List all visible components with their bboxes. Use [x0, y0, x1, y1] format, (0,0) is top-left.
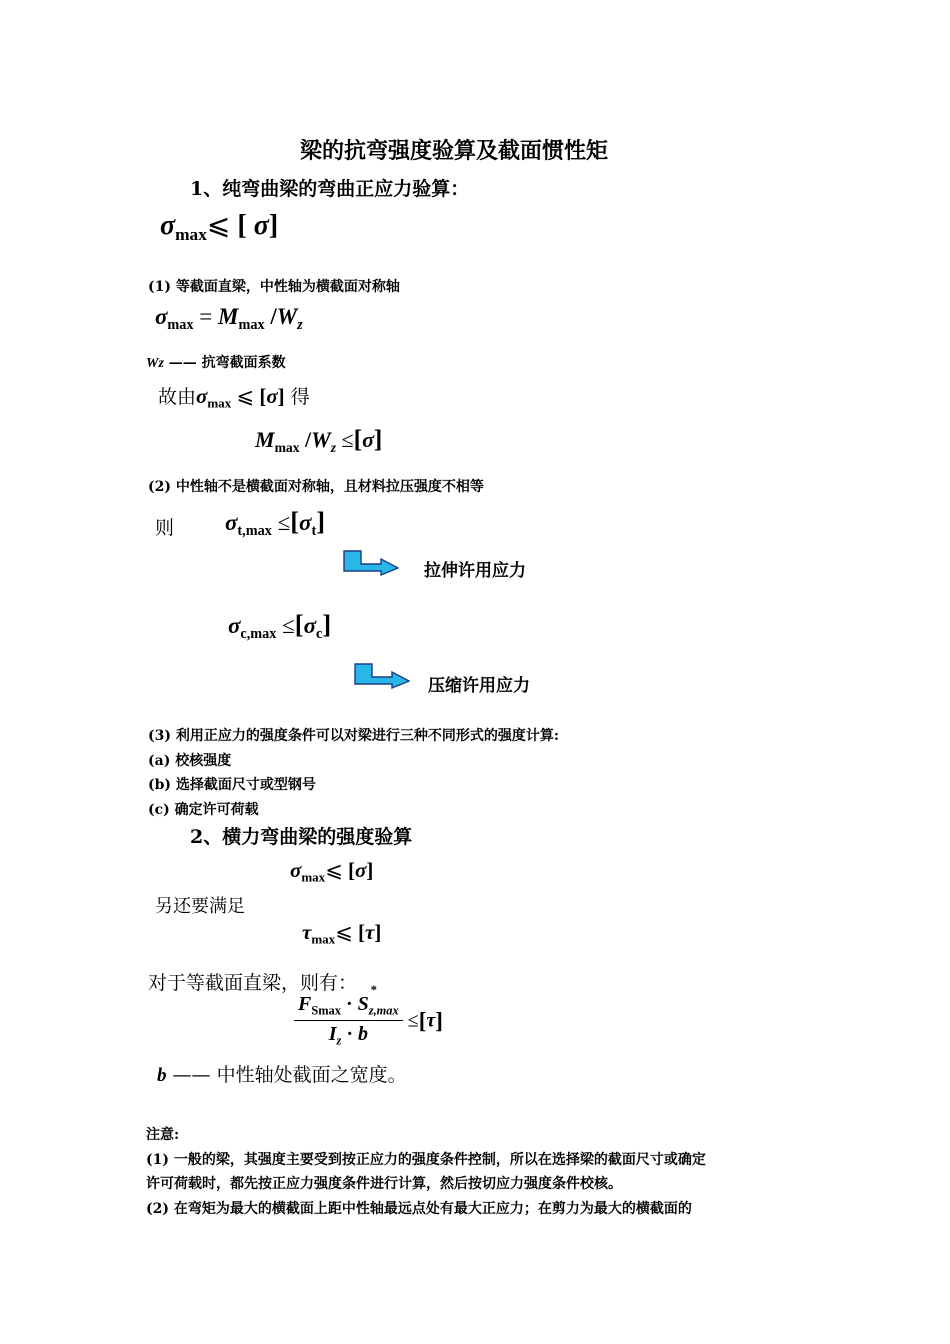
- arrow-right-icon: [343, 550, 399, 576]
- item-1-text: (1) 等截面直梁，中性轴为横截面对称轴: [148, 279, 400, 295]
- tension-allowable-label: 拉伸许用应力: [424, 561, 526, 581]
- arrow-right-icon: [354, 663, 410, 689]
- b-definition: b —— 中性轴处截面之宽度。: [157, 1064, 407, 1086]
- option-a: (a) 校核强度: [148, 753, 232, 769]
- section-2-heading: 2、横力弯曲梁的强度验算: [190, 826, 413, 848]
- section-1-heading: 1、纯弯曲梁的弯曲正应力验算：: [190, 178, 470, 200]
- formula-tension-condition: $\sigma_{t,max} \le[\sigma_t]$: [225, 506, 325, 539]
- formula-max-stress: $\sigma_{max} = M_{max}$ $/W_z$: [155, 304, 303, 333]
- formula-compression-condition: $\sigma_{c,max} \le[\sigma_c]$: [228, 609, 332, 642]
- also-satisfy-text: 另还要满足: [155, 896, 245, 917]
- option-c: (c) 确定许可荷载: [148, 802, 259, 818]
- page-title: 梁的抗弯强度验算及截面惯性矩: [300, 138, 609, 164]
- constant-section-text: 对于等截面直梁，则有：: [148, 972, 358, 994]
- then-label: 则: [155, 517, 175, 539]
- item-2-text: (2) 中性轴不是横截面对称轴，且材料拉压强度不相等: [148, 479, 484, 495]
- note-1-line-2: 许可荷载时，都先按正应力强度条件进行计算，然后按切应力强度条件校核。: [146, 1176, 622, 1192]
- item-3-text: (3) 利用正应力的强度条件可以对梁进行三种不同形式的强度计算:: [148, 728, 560, 744]
- note-1-line-1: (1) 一般的梁，其强度主要受到按正应力的强度条件控制，所以在选择梁的截面尺寸或确定: [146, 1152, 706, 1168]
- formula-pure-bending-condition: $\sigma_{max}⩽$ [ σ]: [160, 210, 279, 245]
- formula-moment-condition: $M_{max}$ $/W_z \le[\sigma]$: [255, 425, 383, 455]
- formula-normal-stress-condition: $\sigma_{max}⩽$ [σ]: [290, 858, 374, 885]
- therefore-line: 故由$\sigma_{max}$ ⩽ [σ] 得: [158, 384, 310, 411]
- notes-heading: 注意:: [146, 1127, 180, 1143]
- wz-definition: Wz —— 抗弯截面系数: [146, 355, 286, 371]
- note-2-line-1: (2) 在弯矩为最大的横截面上距中性轴最远点处有最大正应力；在剪力为最大的横截面的: [146, 1201, 692, 1217]
- formula-shear-stress-condition: $\tau_{max}⩽$ [τ]: [302, 920, 382, 947]
- option-b: (b) 选择截面尺寸或型钢号: [148, 777, 316, 793]
- compression-allowable-label: 压缩许用应力: [428, 676, 530, 696]
- formula-shear-fraction: $F_{Smax} \cdot S$ * $_{z,max}$ $I_z \cdot b$ ≤[τ]: [294, 993, 443, 1049]
